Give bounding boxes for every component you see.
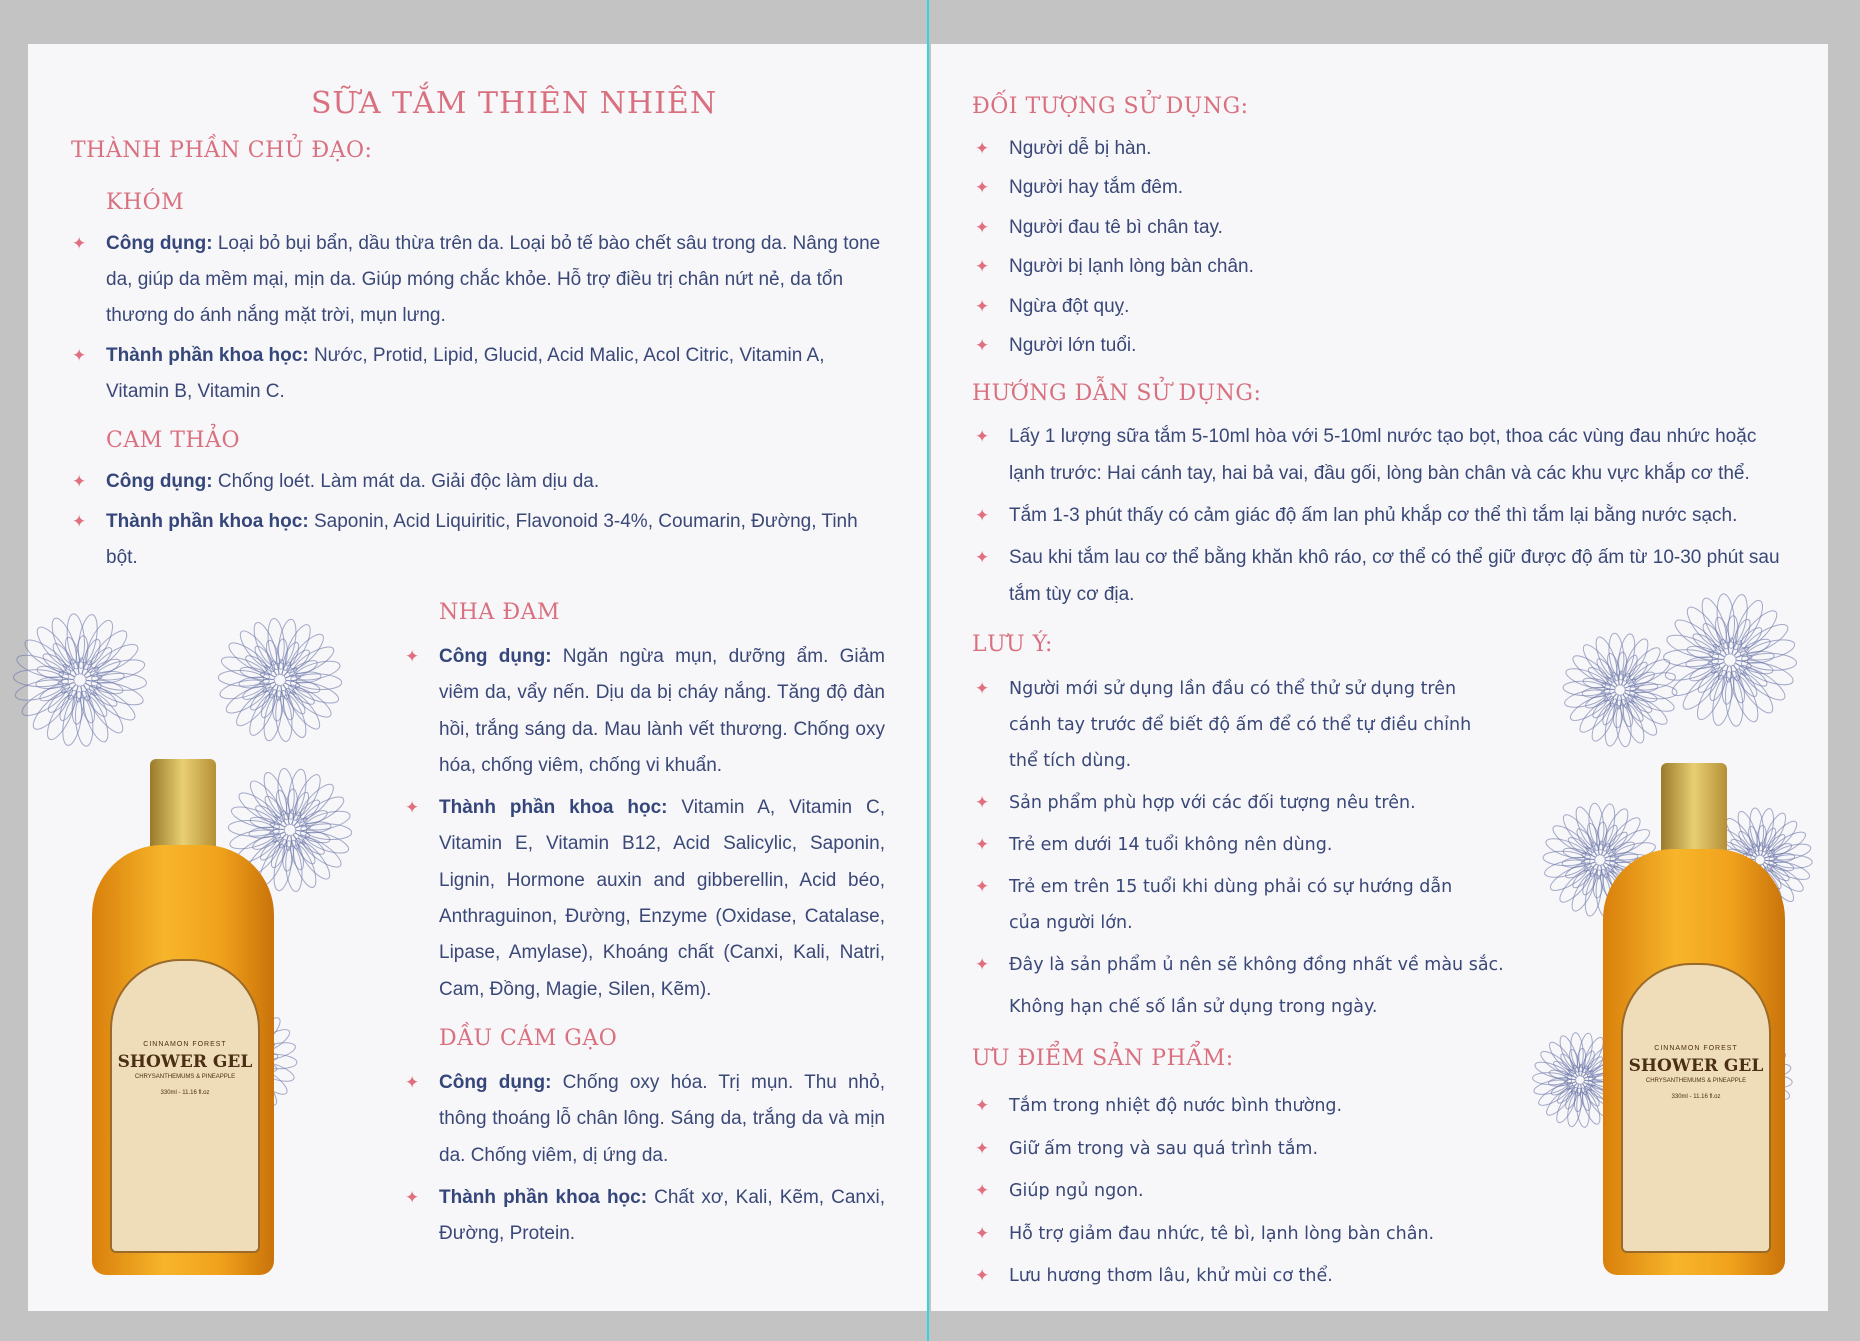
list-item: ✦ Thành phần khoa học: Chất xơ, Kali, Kẽm, Canxi, Đường, Protein. xyxy=(439,1180,885,1253)
bullet-icon: ✦ xyxy=(975,955,990,975)
bullet-icon: ✦ xyxy=(405,1073,420,1092)
bullet-icon: ✦ xyxy=(72,346,87,365)
list-item: ✦ Công dụng: Chống oxy hóa. Trị mụn. Thu nhỏ, thông thoáng lỗ chân lông. Sáng da, trắng da và mịn da. Chống viêm, dị ứng da. xyxy=(439,1065,885,1174)
khom-list xyxy=(72,226,888,410)
bullet-icon: ✦ xyxy=(405,647,420,666)
list-item: ✦ Sản phẩm phù hợp với các đối tượng nêu trên. xyxy=(1009,785,1479,821)
list-item: ✦ Đây là sản phẩm ủ nên sẽ không đồng nhất về màu sắc. xyxy=(1009,947,1479,983)
bullet-icon: ✦ xyxy=(975,139,990,158)
bullet-icon: ✦ xyxy=(975,257,990,277)
bullet-icon: ✦ xyxy=(405,1187,420,1207)
flower-icon xyxy=(13,613,147,747)
section-heading-luu-y: LƯU Ý: xyxy=(972,632,1053,657)
bullet-icon: ✦ xyxy=(975,1266,990,1286)
shower-gel-bottle-left xyxy=(92,759,274,1275)
bottle-label: CINNAMON FOREST SHOWER GEL CHRYSANTHEMUMS & PINEAPPLE 330ml - 11.16 fl.oz xyxy=(110,959,260,1253)
bullet-icon: ✦ xyxy=(975,1096,990,1116)
list-item: ✦ Hỗ trợ giảm đau nhức, tê bì, lạnh lòng bàn chân. xyxy=(1009,1213,1529,1256)
bullet-icon: ✦ xyxy=(975,679,990,699)
bullet-icon: ✦ xyxy=(975,217,990,237)
list-item: ✦ Lưu hương thơm lâu, khử mùi cơ thể. xyxy=(1009,1255,1529,1298)
shower-gel-bottle-right xyxy=(1603,763,1785,1275)
bullet-icon: ✦ xyxy=(975,877,990,897)
bullet-icon: ✦ xyxy=(72,472,87,491)
bullet-icon: ✦ xyxy=(975,793,990,813)
bullet-icon: ✦ xyxy=(975,548,990,567)
bullet-icon: ✦ xyxy=(975,427,990,446)
uu-diem-list xyxy=(975,1085,1529,1298)
list-item: ✦ Người bị lạnh lòng bàn chân. xyxy=(1009,247,1789,286)
list-item: ✦ Trẻ em dưới 14 tuổi không nên dùng. xyxy=(1009,827,1479,863)
bullet-icon: ✦ xyxy=(975,1223,990,1244)
list-item: ✦ Người đau tê bì chân tay. xyxy=(1009,208,1789,247)
bullet-icon: ✦ xyxy=(975,1181,990,1201)
page-title: SỮA TẮM THIÊN NHIÊN xyxy=(311,86,718,121)
list-item: ✦ Tắm 1-3 phút thấy có cảm giác độ ấm lan phủ khắp cơ thể thì tắm lại bằng nước sạch. xyxy=(1009,497,1787,534)
section-heading-huong-dan: HƯỚNG DẪN SỬ DỤNG: xyxy=(972,381,1262,406)
section-heading-uu-diem: ƯU ĐIỂM SẢN PHẨM: xyxy=(972,1046,1234,1071)
section-heading-doi-tuong: ĐỐI TƯỢNG SỬ DỤNG: xyxy=(972,94,1249,119)
list-item: Không hạn chế số lần sử dụng trong ngày. xyxy=(1009,997,1378,1017)
bullet-icon: ✦ xyxy=(72,234,87,253)
list-item: ✦ Ngừa đột quỵ. xyxy=(1009,287,1789,326)
bullet-icon: ✦ xyxy=(975,506,990,525)
list-item: ✦ Người hay tắm đêm. xyxy=(1009,168,1789,207)
list-item: ✦ Người lớn tuổi. xyxy=(1009,326,1789,365)
main-heading: THÀNH PHẦN CHỦ ĐẠO: xyxy=(71,138,373,163)
list-item: ✦ Thành phần khoa học: Vitamin A, Vitamin C, Vitamin E, Vitamin B12, Acid Salicylic, Saponin, Lignin, Hormone auxin and gibberellin, Acid béo, Anthraguinon, Đường, Enzyme (Oxidase, Catalase, Lipase, Amylase), Khoáng chất (Canxi, Kali, Natri, Cam, Đồng, Magie, Silen, Kẽm). xyxy=(439,790,885,1008)
list-item: ✦ Lấy 1 lượng sữa tắm 5-10ml hòa với 5-10ml nước tạo bọt, thoa các vùng đau nhức hoặc lạnh trước: Hai cánh tay, hai bả vai, đầu gối, lòng bàn chân và các khu vực khắp cơ thể. xyxy=(1009,418,1787,492)
list-item: ✦ Công dụng: Ngăn ngừa mụn, dưỡng ẩm. Giảm viêm da, vẩy nến. Dịu da bị cháy nắng. Tăng độ đàn hồi, trắng sáng da. Mau lành vết thương. Chống oxy hóa, chống viêm, chống vi khuẩn. xyxy=(439,639,885,784)
bullet-icon: ✦ xyxy=(975,835,990,855)
flower-icon xyxy=(218,618,342,742)
list-item: ✦ Tắm trong nhiệt độ nước bình thường. xyxy=(1009,1085,1529,1128)
section-heading-dau-cam-gao: DẦU CÁM GẠO xyxy=(439,1026,618,1051)
cam-thao-list xyxy=(72,464,888,576)
doi-tuong-list xyxy=(975,129,1789,365)
list-item: ✦ Trẻ em trên 15 tuổi khi dùng phải có sự hướng dẫn của người lớn. xyxy=(1009,869,1479,941)
section-heading-cam-thao: CAM THẢO xyxy=(106,428,241,453)
flower-icon xyxy=(1563,633,1678,748)
list-item: ✦ Người mới sử dụng lần đầu có thể thử sử dụng trên cánh tay trước để biết độ ấm để có thể tự điều chỉnh thể tích dùng. xyxy=(1009,671,1479,779)
dau-cam-gao-list xyxy=(405,1065,885,1252)
list-item: ✦ Công dụng: Chống loét. Làm mát da. Giải độc làm dịu da. xyxy=(106,464,888,500)
bullet-icon: ✦ xyxy=(975,336,990,356)
list-item: ✦ Giúp ngủ ngon. xyxy=(1009,1170,1529,1213)
luu-y-list xyxy=(975,671,1504,1025)
nha-dam-list xyxy=(405,639,885,1008)
bullet-icon: ✦ xyxy=(72,512,87,531)
bullet-icon: ✦ xyxy=(405,798,420,818)
section-heading-khom: KHÓM xyxy=(106,190,185,215)
list-item: ✦ Người dễ bị hàn. xyxy=(1009,129,1789,168)
huong-dan-list xyxy=(975,418,1787,613)
list-item: ✦ Thành phần khoa học: Nước, Protid, Lipid, Glucid, Acid Malic, Acol Citric, Vitamin A, Vitamin B, Vitamin C. xyxy=(106,338,888,410)
flower-icon xyxy=(1663,593,1797,727)
list-item: ✦ Giữ ấm trong và sau quá trình tắm. xyxy=(1009,1128,1529,1171)
bullet-icon: ✦ xyxy=(975,296,990,316)
list-item: ✦ Công dụng: Loại bỏ bụi bẩn, dầu thừa trên da. Loại bỏ tế bào chết sâu trong da. Nâng tone da, giúp da mềm mại, mịn da. Giúp móng chắc khỏe. Hỗ trợ điều trị chân nứt nẻ, da tổn thương do ánh nắng mặt trời, mụn lưng. xyxy=(106,226,888,334)
bottle-label: CINNAMON FOREST SHOWER GEL CHRYSANTHEMUMS & PINEAPPLE 330ml - 11.16 fl.oz xyxy=(1621,963,1771,1253)
bottle-cap xyxy=(150,759,216,849)
bottle-cap xyxy=(1661,763,1727,853)
bullet-icon: ✦ xyxy=(975,178,990,198)
list-item: ✦ Sau khi tắm lau cơ thể bằng khăn khô ráo, cơ thể có thể giữ được độ ấm từ 10-30 phút sau tắm tùy cơ địa. xyxy=(1009,539,1787,613)
section-heading-nha-dam: NHA ĐAM xyxy=(439,600,560,625)
bullet-icon: ✦ xyxy=(975,1138,990,1159)
list-item: ✦ Thành phần khoa học: Saponin, Acid Liquiritic, Flavonoid 3-4%, Coumarin, Đường, Tinh bột. xyxy=(106,504,888,576)
